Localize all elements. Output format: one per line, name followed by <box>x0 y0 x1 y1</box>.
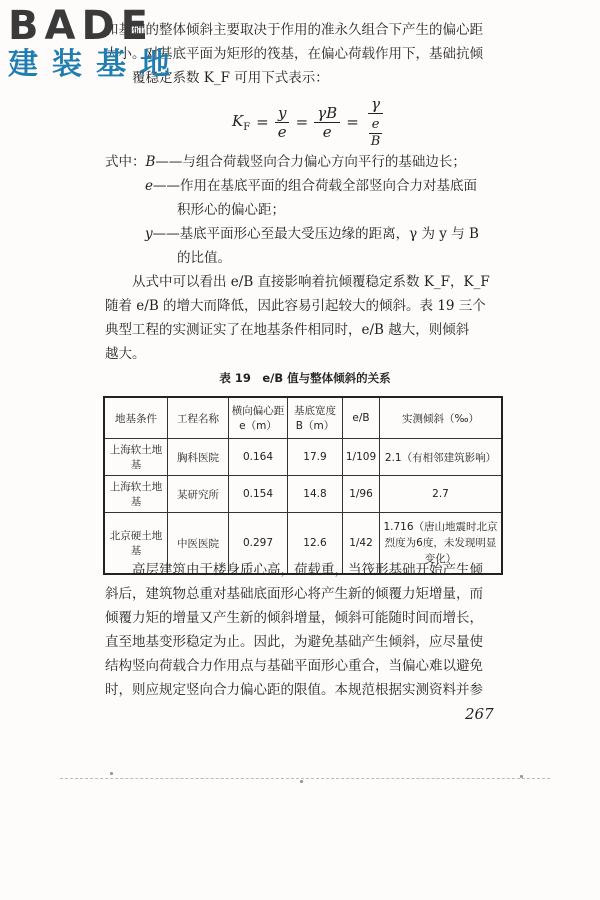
scan-fleck <box>520 775 523 778</box>
conclusion-line-6: 时，则应规定竖向合力偏心距的限值。本规范根据实测资料并参 <box>105 682 483 698</box>
cell: 1/42 <box>343 513 380 575</box>
header-foundation: 地基条件 <box>104 397 168 439</box>
stability-formula <box>232 96 386 148</box>
cell: 某研究所 <box>168 476 229 513</box>
cell: 中医医院 <box>168 513 229 575</box>
conclusion-line-1: 高层建筑由于楼身质心高，荷载重，当筏形基础开始产生倾 <box>132 562 483 578</box>
header-width: 基底宽度 B（m） <box>288 397 343 439</box>
intro-line-1: 和基础的整体倾斜主要取决于作用的准永久组合下产生的偏心距 <box>105 22 483 38</box>
formula-fraction-2: $\frac{\gamma B}{e}$ <box>314 104 340 141</box>
cell: 2.7 <box>380 476 503 513</box>
conclusion-line-4: 直至地基变形稳定为止。因此，为避免基础产生倾斜，应尽量使 <box>105 634 483 650</box>
symbol-definitions <box>105 150 510 270</box>
formula-eq-2: = <box>295 113 309 131</box>
header-eccentricity: 横向偏心距 e（m） <box>229 397 288 439</box>
cell: 17.9 <box>288 439 343 476</box>
formula-fraction-3: $\frac{\gamma}{\frac{e}{B}}$ <box>365 95 387 150</box>
scan-edge-line <box>60 778 550 779</box>
intro-line-2: 大小。对基底平面为矩形的筏基，在偏心荷载作用下，基础抗倾 <box>105 46 483 62</box>
cell: 上海软土地基 <box>104 439 168 476</box>
cell: 1.716（唐山地震时北京烈度为6度，未发现明显变化） <box>380 513 503 575</box>
logo-subtitle: 建装基地 <box>8 47 184 82</box>
cell: 14.8 <box>288 476 343 513</box>
cell: 0.164 <box>229 439 288 476</box>
header-project: 工程名称 <box>168 397 229 439</box>
definition-e: e ——作用在基底平面的组合荷载全部竖向合力对基底面 <box>145 178 477 194</box>
analysis-paragraph <box>105 270 505 366</box>
cell: 北京硬土地基 <box>104 513 168 575</box>
page-number: 267 <box>465 705 494 723</box>
table-header-row <box>104 397 502 439</box>
cell: 1/96 <box>343 476 380 513</box>
table-caption: 表 19 e/B 值与整体倾斜的关系 <box>219 371 391 385</box>
conclusion-line-5: 结构竖向荷载合力作用点与基础平面形心重合，当偏心难以避免 <box>105 658 483 674</box>
scan-fleck <box>300 780 303 783</box>
analysis-line-3: 典型工程的实测证实了在地基条件相同时，e/B 越大，则倾斜 <box>105 322 470 338</box>
formula-fraction-1: $\frac{y}{e}$ <box>275 104 290 141</box>
conclusion-line-3: 倾覆力矩的增量又产生新的倾斜增量，倾斜可能随时间而增长， <box>105 610 483 626</box>
definition-y-cont: 的比值。 <box>177 250 231 266</box>
formula-eq-3: = <box>346 113 359 131</box>
cell: 0.297 <box>229 513 288 575</box>
formula-lhs: $K_F$ <box>232 111 251 133</box>
analysis-line-1: 从式中可以看出 e/B 直接影响着抗倾覆稳定系数 K_F，K_F <box>132 274 490 290</box>
cell: 2.1（有相邻建筑影响） <box>380 439 503 476</box>
table-row <box>104 439 502 476</box>
conclusion-paragraph <box>105 558 510 702</box>
brand-logo <box>8 3 184 82</box>
intro-line-3: 覆稳定系数 K_F 可用下式表示： <box>132 70 329 86</box>
header-tilt: 实测倾斜（‰） <box>380 397 503 439</box>
cell: 1/109 <box>343 439 380 476</box>
logo-wordmark: BADE <box>8 3 154 49</box>
conclusion-line-2: 斜后，建筑物总重对基础底面形心将产生新的倾覆力矩增量，而 <box>105 586 483 602</box>
analysis-line-4: 越大。 <box>105 346 146 362</box>
analysis-line-2: 随着 e/B 的增大而降低，因此容易引起较大的倾斜。表 19 三个 <box>105 298 486 314</box>
definition-y: y ——基底平面形心至最大受压边缘的距离，γ 为 y 与 B <box>145 226 479 242</box>
scan-fleck <box>110 772 113 775</box>
table-row <box>104 476 502 513</box>
cell: 0.154 <box>229 476 288 513</box>
formula-eq-1: = <box>256 113 269 131</box>
tilt-relationship-table <box>103 396 503 575</box>
cell: 上海软土地基 <box>104 476 168 513</box>
definition-B: 式中： B ——与组合荷载竖向合力偏心方向平行的基础边长； <box>105 154 466 170</box>
cell: 胸科医院 <box>168 439 229 476</box>
header-eB: e/B <box>343 397 380 439</box>
cell: 12.6 <box>288 513 343 575</box>
definition-e-cont: 积形心的偏心距； <box>177 202 285 218</box>
